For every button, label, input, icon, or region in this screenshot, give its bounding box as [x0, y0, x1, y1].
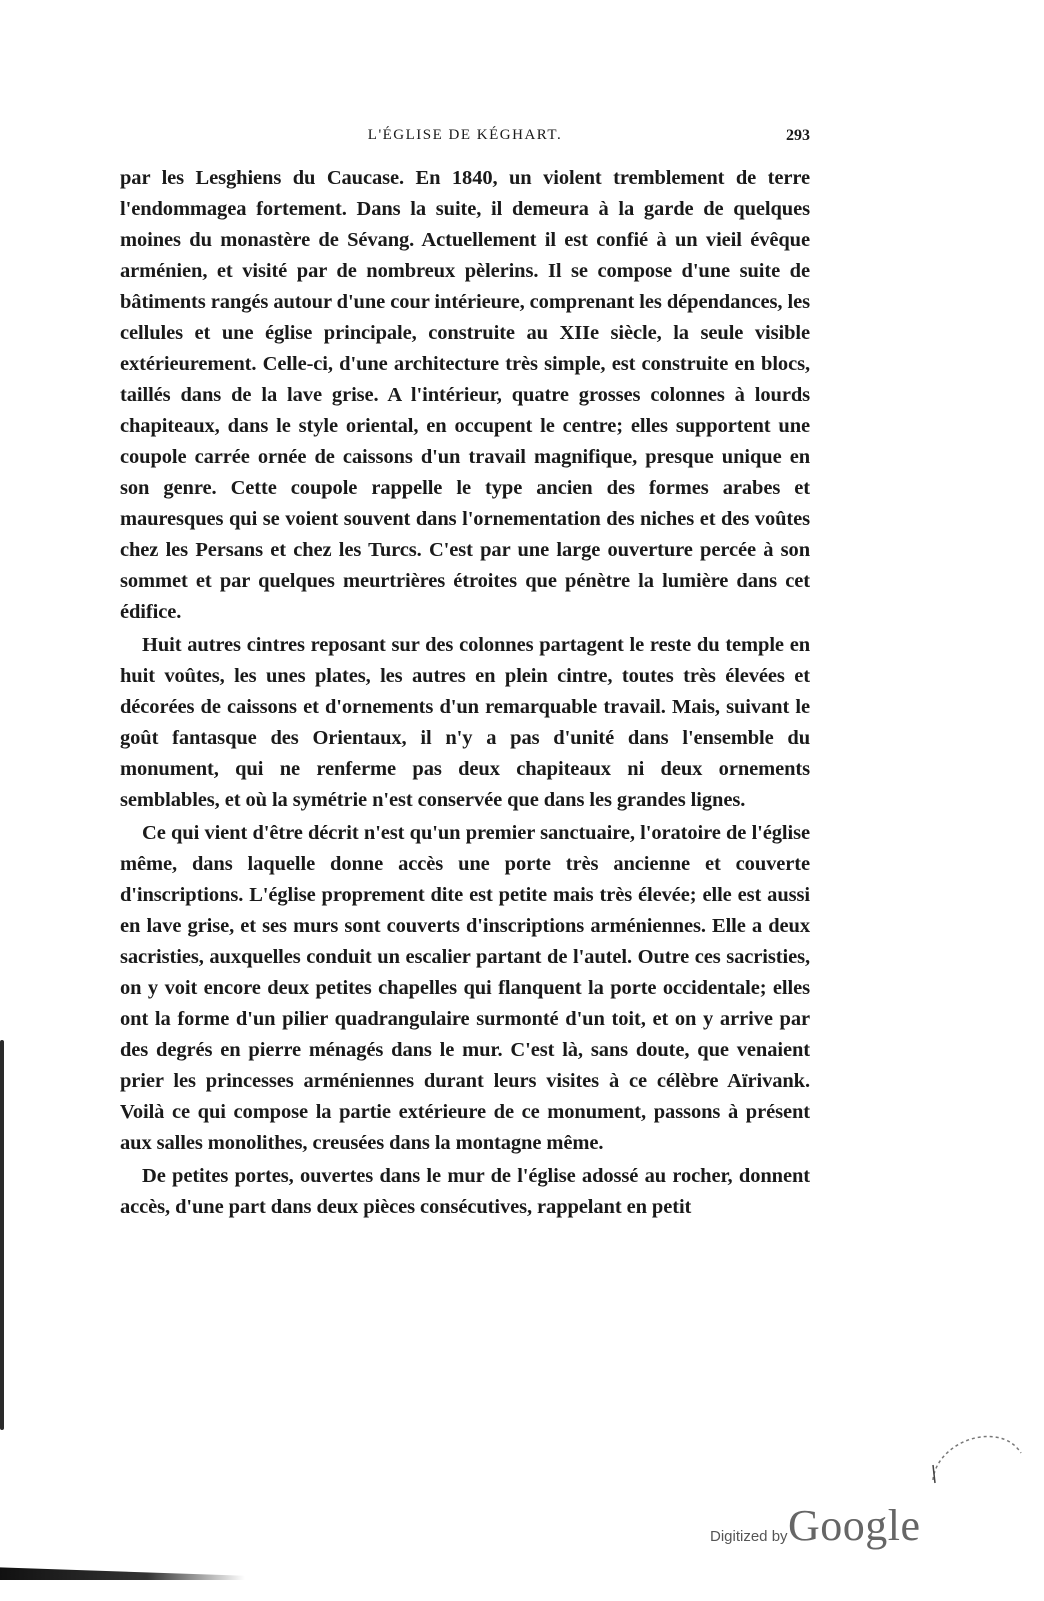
- watermark-logo: Google: [788, 1501, 921, 1550]
- page-edge-shadow: [0, 1040, 4, 1430]
- running-title: L'ÉGLISE DE KÉGHART.: [367, 127, 563, 143]
- paragraph-2: Huit autres cintres reposant sur des colonnes partagent le reste du temple en huit voûtes, les unes plates, les autres en plein cintre, toutes très élevées et décorées de caissons et d'ornements d'un remarquable travail. Mais, suivant le goût fantasque des Orientaux, il n'y a pas d'unité dans l'ensemble du monument, qui ne renferme pas deux chapiteaux ni deux ornements semblables, et où la symétrie n'est conservée que dans les grandes lignes.: [120, 634, 810, 811]
- paragraph-1: par les Lesghiens du Caucase. En 1840, un violent tremblement de terre l'endommagea fortement. Dans la suite, il demeura à la garde de quelques moines du monastère de Sévang. Actuellement il est confié à un vieil évêque arménien, et visité par de nombreux pèlerins. Il se compose d'une suite de bâtiments rangés autour d'une cour intérieure, comprenant les dépendances, les cellules et une église principale, construite au XIIe siècle, la seule visible extérieurement. Celle-ci, d'une architecture très simple, est construite en blocs, taillés dans de la lave grise. A l'intérieur, quatre grosses colonnes à lourds chapiteaux, dans le style oriental, en occupent le centre; elles supportent une coupole carrée ornée de caissons d'un travail magnifique, presque unique en son genre. Cette coupole rappelle le type ancien des formes arabes et mauresques qui se voient souvent dans l'ornementation des niches et des voûtes chez les Persans et chez les Turcs. C'est par une large ouverture percée à son sommet et par quelques meurtrières étroites que pénètre la lumière dans cet édifice.: [120, 167, 810, 623]
- paragraph-4: De petites portes, ouvertes dans le mur de l'église adossé au rocher, donnent accès, d'une part dans deux pièces consécutives, rappelant en petit: [120, 1165, 810, 1218]
- scan-smudge: [0, 1566, 245, 1580]
- watermark-prefix: Digitized by: [710, 1528, 788, 1545]
- digitization-watermark: [710, 1500, 930, 1560]
- page-number: 293: [786, 127, 810, 144]
- scan-corner-mark: [925, 1425, 1025, 1485]
- page-header: [120, 127, 810, 157]
- paragraph-3: Ce qui vient d'être décrit n'est qu'un premier sanctuaire, l'oratoire de l'église même, dans laquelle donne accès une porte très ancienne et couverte d'inscriptions. L'église proprement dite est petite mais très élevée; elle est aussi en lave grise, et ses murs sont couverts d'inscriptions arméniennes. Elle a deux sacristies, auxquelles conduit un escalier partant de l'autel. Outre ces sacristies, on y voit encore deux petites chapelles qui flanquent la porte occidentale; elles ont la forme d'un pilier quadrangulaire surmonté d'un toit, et on y arrive par des degrés en pierre ménagés dans le mur. C'est là, sans doute, que venaient prier les princesses arméniennes durant leurs visites à ce célèbre Aïrivank. Voilà ce qui compose la partie extérieure de ce monument, passons à présent aux salles monolithes, creusées dans la montagne même.: [120, 822, 810, 1154]
- body-text: [120, 163, 810, 1223]
